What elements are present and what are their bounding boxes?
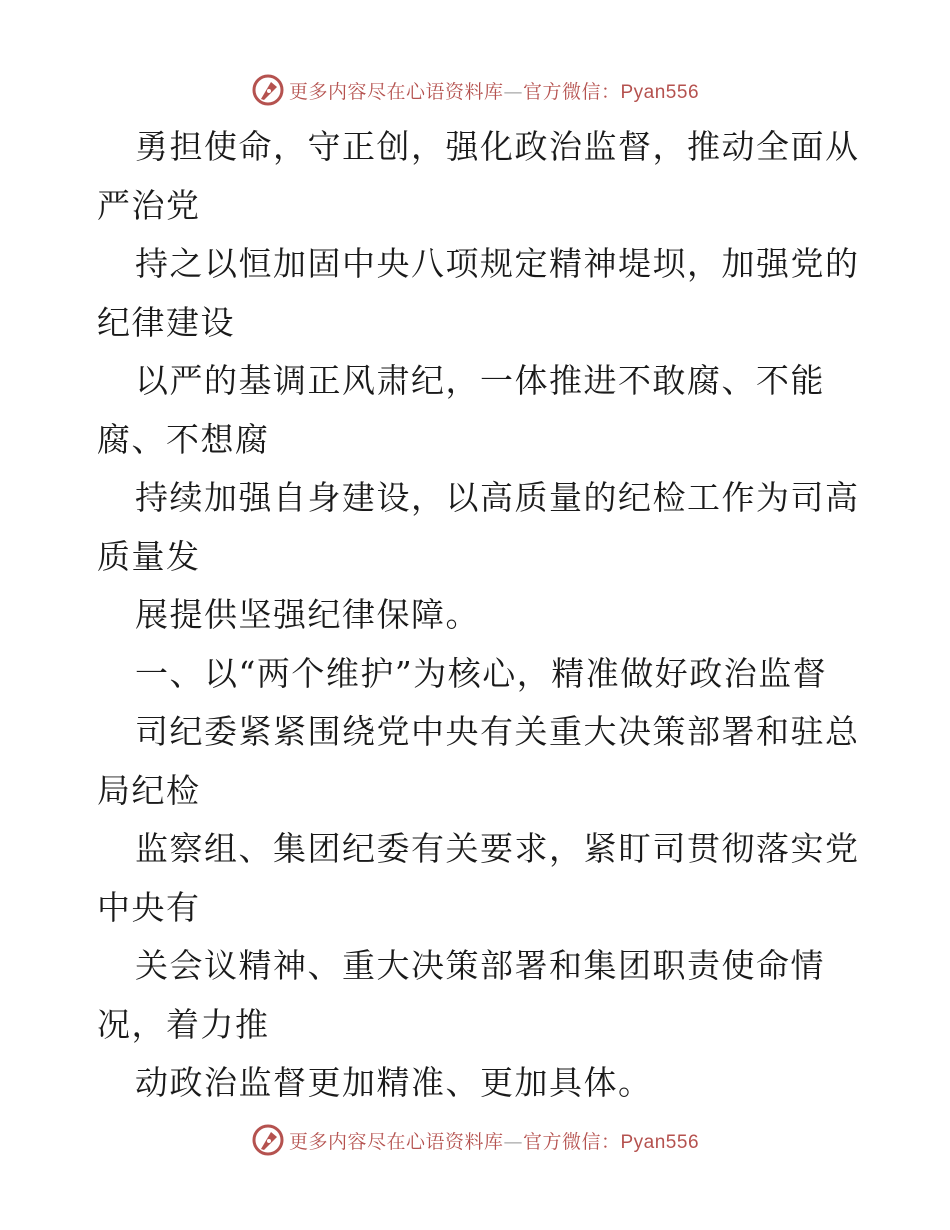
text-line: 腐、不想腐 [97, 419, 270, 459]
watermark-brand: 更多内容尽在心语资料库 [288, 1130, 504, 1153]
text-line: 动政治监督更加精准、更加具体。 [135, 1063, 653, 1102]
text-line: 一、以“两个维护”为核心，精准做好政治监督 [135, 653, 828, 693]
watermark-brand: 更多内容尽在心语资料库 [288, 80, 504, 103]
text-line: 持之以恒加固中央八项规定精神堤坝，加强党的 [135, 244, 860, 283]
text-line: 持续加强自身建设，以高质量的纪检工作为司高 [135, 478, 860, 517]
watermark-separator: — [503, 80, 523, 103]
text-line: 中央有 [97, 887, 201, 927]
footer-watermark [0, 1122, 950, 1158]
text-line: 关会议精神、重大决策部署和集团职责使命情 [135, 946, 825, 985]
document-body [97, 118, 860, 1113]
watermark-text [289, 1127, 699, 1154]
text-line: 局纪检 [97, 770, 201, 810]
text-line: 况，着力推 [97, 1004, 270, 1044]
pen-nib-logo-icon [251, 73, 285, 107]
watermark-separator: — [503, 1130, 523, 1153]
watermark-text [289, 77, 699, 104]
text-line: 司纪委紧紧围绕党中央有关重大决策部署和驻总 [135, 712, 860, 751]
text-line: 勇担使命，守正创，强化政治监督，推动全面从 [135, 127, 860, 166]
text-line: 纪律建设 [97, 302, 235, 342]
text-line: 严治党 [97, 185, 201, 225]
text-line: 质量发 [97, 536, 201, 576]
text-line: 监察组、集团纪委有关要求，紧盯司贯彻落实党 [135, 829, 860, 868]
header-watermark [0, 72, 950, 108]
pen-nib-logo-icon [251, 1123, 285, 1157]
watermark-contact: 官方微信：Pyan556 [523, 1131, 700, 1153]
text-line: 以严的基调正风肃纪，一体推进不敢腐、不能 [135, 361, 825, 400]
watermark-contact: 官方微信：Pyan556 [523, 81, 700, 103]
text-line: 展提供坚强纪律保障。 [135, 595, 480, 634]
